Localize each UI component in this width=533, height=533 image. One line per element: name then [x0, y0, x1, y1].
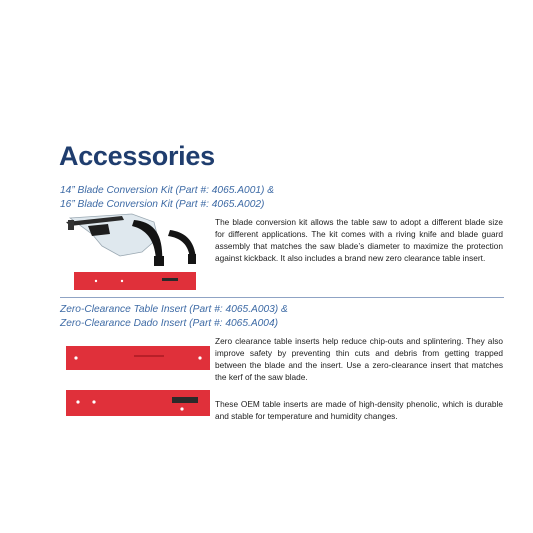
section1-title-line1: 14” Blade Conversion Kit (Part #: 4065.A001) & [60, 185, 275, 196]
page-title: Accessories [59, 141, 215, 171]
zero-clearance-insert-small [74, 272, 196, 290]
zero-clearance-table-insert [66, 346, 210, 370]
zero-clearance-inserts-image [64, 344, 212, 420]
section2-paragraph1: Zero clearance table inserts help reduce chip-outs and splintering. They also improve safety by preventing thin cuts and debris from getting trapped between the blade and the insert. Use a zero-clearance insert that matches the kerf of the saw blade. [215, 336, 503, 382]
section1-paragraph: The blade conversion kit allows the table saw to adopt a different blade size for different applications. The kit comes with a riving knife and blade guard assembly that matches the saw blade’s diameter to maximize the protection against kickback. It also includes a brand new zero clearance table insert. [215, 217, 503, 263]
section2-title-line2: Zero-Clearance Dado Insert (Part #: 4065.A004) [60, 318, 279, 329]
section-divider [60, 297, 504, 298]
zero-clearance-dado-insert [66, 390, 210, 416]
blade-conversion-kit-image [62, 212, 210, 292]
section2-paragraph2: These OEM table inserts are made of high-density phenolic, which is durable and stable for temperature and humidity changes. [215, 399, 503, 421]
riving-knife-small [168, 230, 196, 264]
section2-title-line1: Zero-Clearance Table Insert (Part #: 4065.A003) & [60, 304, 288, 315]
section1-title-line2: 16” Blade Conversion Kit (Part #: 4065.A002) [60, 199, 265, 210]
blade-guard-assembly [66, 214, 158, 256]
